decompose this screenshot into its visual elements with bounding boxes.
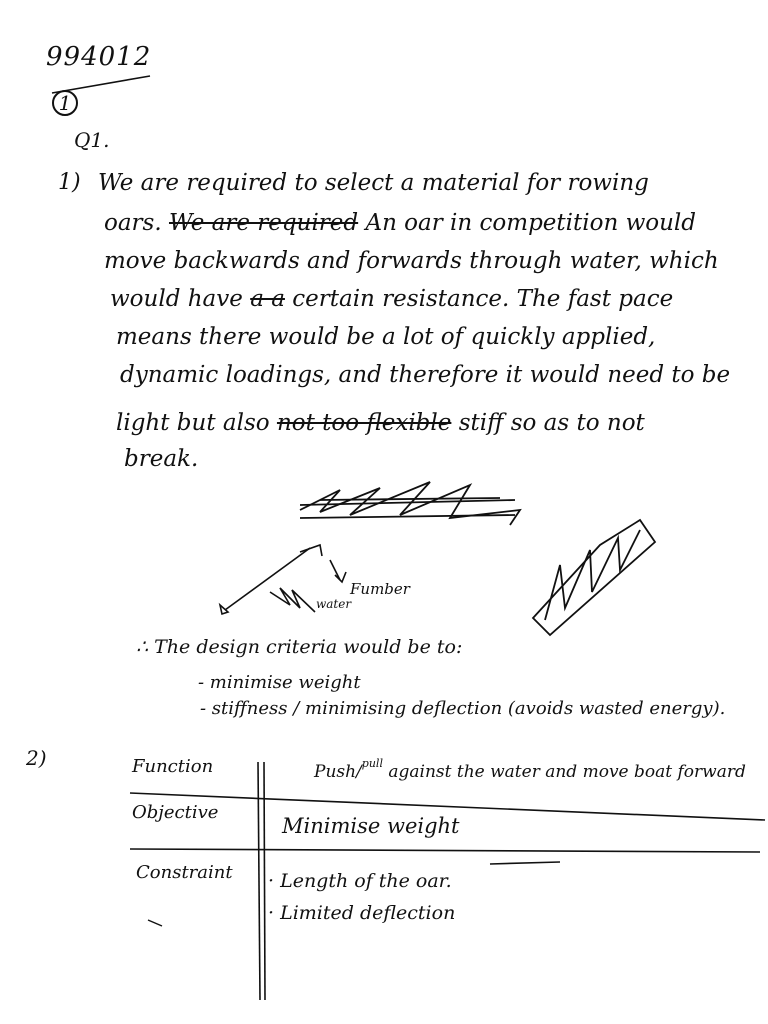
line-7-text-b: stiff so as to not <box>458 410 645 436</box>
line-2-text-b: An oar in competition would <box>365 210 696 236</box>
page-number: 1 <box>52 90 78 116</box>
function-text-b: against the water and move boat forward <box>388 762 746 782</box>
criteria-intro: ∴ The design criteria would be to: <box>136 636 463 658</box>
constraint-item-1: · Length of the oar. <box>268 870 452 892</box>
line-7-struck: not too flexible <box>276 410 452 436</box>
sketch-label-water: water <box>316 597 352 611</box>
line-4-text-b: certain resistance. The fast pace <box>292 286 674 312</box>
line-4-struck: a a <box>250 286 285 312</box>
constraint-item-2: · Limited deflection <box>268 902 456 924</box>
answer-line-2 <box>104 212 696 235</box>
part1-number: 1) <box>58 170 81 195</box>
answer-line-8 <box>124 448 198 471</box>
criteria-item-1: - minimise weight <box>198 672 361 693</box>
answer-line-1 <box>98 172 649 195</box>
function-text-a: Push/ <box>314 762 362 782</box>
answer-line-4 <box>110 288 673 311</box>
part2-number: 2) <box>26 746 47 770</box>
line-1-text: We are required to select a material for rowing <box>98 170 649 196</box>
function-text-sup: pull <box>361 757 383 770</box>
row-objective-text: Minimise weight <box>282 814 460 838</box>
line-4-text-a: would have <box>110 286 243 312</box>
line-2-struck: We are required <box>168 210 359 236</box>
row-constraint-label: Constraint <box>136 862 233 883</box>
line-7-text-a: light but also <box>116 410 270 436</box>
row-function-label: Function <box>132 756 214 777</box>
answer-line-3 <box>104 250 719 273</box>
row-objective-label: Objective <box>132 802 219 823</box>
question-label: Q1. <box>74 128 110 152</box>
line-2-text-a: oars. <box>104 210 162 236</box>
answer-line-6 <box>120 364 730 387</box>
line-6-text: dynamic loadings, and therefore it would need to be <box>120 362 731 388</box>
scribble-out-right <box>533 520 655 635</box>
line-5-text: means there would be a lot of quickly applied, <box>116 324 656 350</box>
criteria-item-2: - stiffness / minimising deflection (avoids wasted energy). <box>200 698 726 719</box>
line-8-text: break. <box>124 446 199 472</box>
line-3-text: move backwards and forwards through water, which <box>104 248 719 274</box>
id-number: 994012 <box>46 42 152 72</box>
sketch-label-force: Fumber <box>350 580 410 598</box>
answer-line-5 <box>116 326 655 349</box>
scribble-out-top <box>300 482 520 525</box>
row-function-text <box>314 757 746 782</box>
answer-line-7 <box>116 412 645 435</box>
